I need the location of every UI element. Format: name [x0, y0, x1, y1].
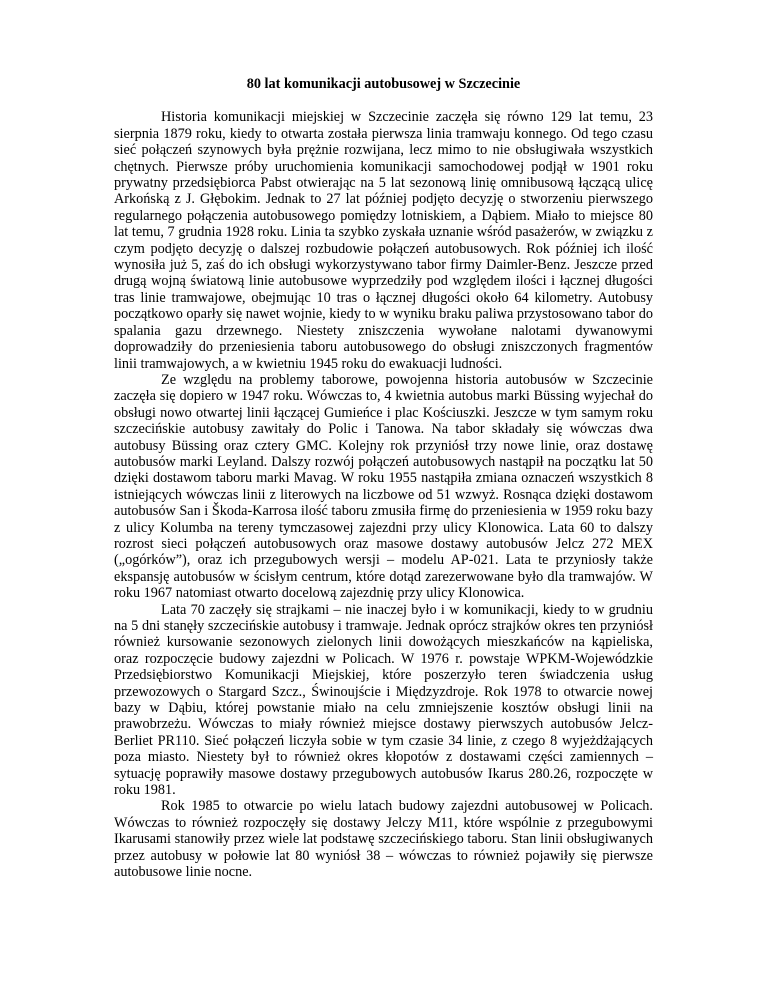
paragraph-3: Lata 70 zaczęły się strajkami – nie inaczej było i w komunikacji, kiedy to w grudniu na 5 dni stanęły szczecińskie autobusy i tramwaje. Jednak oprócz strajków okres ten przyniósł również kursowanie sezonowych zielonych linii dowożących mieszkańców na kąpieliska, oraz rozpoczęcie budowy zajezdni w Policach. W 1976 r. powstaje WPKM-Wojewódzkie Przedsiębiorstwo Komunikacji Miejskiej, które poszerzyło teren świadczenia usług przewozowych o Stargard Szcz., Świnoujście i Międzyzdroje. Rok 1978 to otwarcie nowej bazy w Dąbiu, której powstanie miało na celu zmniejszenie kosztów obsługi linii na prawobrzeżu. Wówczas to miały również miejsce dostawy pierwszych autobusów Jelcz-Berliet PR110. Sieć połączeń liczyła sobie w tym czasie 34 linie, z czego 8 wyjeżdżających poza miasto. Niestety był to również okres kłopotów z dostawami części zamiennych – sytuację poprawiły masowe dostawy przegubowych autobusów Ikarus 280.26, rozpoczęte w roku 1981. [114, 601, 653, 799]
document-body [114, 76, 653, 881]
paragraph-2: Ze względu na problemy taborowe, powojenna historia autobusów w Szczecinie zaczęła się dopiero w 1947 roku. Wówczas to, 4 kwietnia autobus marki Büssing wyjechał do obsługi nowo otwartej linii łączącej Gumieńce i plac Kościuszki. Jeszcze w tym samym roku szczecińskie autobusy zawitały do Polic i Tanowa. Na tabor składały się wówczas dwa autobusy Büssing oraz cztery GMC. Kolejny rok przyniósł trzy nowe linie, oraz dostawę autobusów marki Leyland. Dalszy rozwój połączeń autobusowych nastąpił na początku lat 50 dzięki dostawom taboru marki Mavag. W roku 1955 nastąpiła zmiana oznaczeń wszystkich 8 istniejących wówczas linii z literowych na liczbowe od 51 wzwyż. Rosnąca dzięki dostawom autobusów San i Škoda-Karrosa ilość taboru zmusiła firmę do przeniesienia w 1959 roku bazy z ulicy Kolumba na tereny tymczasowej zajezdni przy ulicy Klonowica. Lata 60 to dalszy rozrost sieci połączeń autobusowych oraz masowe dostawy autobusów Jelcz 272 MEX („ogórków”), oraz ich przegubowych wersji – modelu AP-021. Lata te przyniosły także ekspansję autobusów w ścisłym centrum, które dotąd zarezerwowane było dla tramwajów. W roku 1967 natomiast otwarto docelową zajezdnię przy ulicy Klonowica. [114, 371, 653, 602]
document-title: 80 lat komunikacji autobusowej w Szczecinie [246, 76, 521, 92]
paragraph-1: Historia komunikacji miejskiej w Szczecinie zaczęła się równo 129 lat temu, 23 sierpnia 1879 roku, kiedy to otwarta została pierwsza linia tramwaju konnego. Od tego czasu sieć połączeń szynowych była prężnie rozwijana, lecz mimo to nie obsługiwała wszystkich chętnych. Pierwsze próby uruchomienia komunikacji samochodowej podjął w 1901 roku prywatny przedsiębiorca Pabst otwierając na 5 lat sezonową linię omnibusową łączącą ulicę Arkońską z J. Głębokim. Jednak to 27 lat później podjęto decyzję o stworzeniu pierwszego regularnego połączenia autobusowego pomiędzy lotniskiem, a Dąbiem. Miało to miejsce 80 lat temu, 7 grudnia 1928 roku. Linia ta szybko zyskała uznanie wśród pasażerów, w związku z czym podjęto decyzję o dalszej rozbudowie połączeń autobusowych. Rok później ich ilość wynosiła już 5, zaś do ich obsługi wykorzystywano tabor firmy Daimler-Benz. Jeszcze przed drugą wojną światową linie autobusowe wyprzedziły pod względem ilości i łącznej długości tras linie tramwajowe, obejmując 10 tras o łącznej długości około 64 kilometry. Autobusy początkowo oparły się nawet wojnie, kiedy to w wyniku braku paliwa przystosowano tabor do spalania gazu drzewnego. Niestety zniszczenia wywołane nalotami dywanowymi doprowadziły do przeniesienia taboru autobusowego do obsługi zniszczonych fragmentów linii tramwajowych, a w kwietniu 1945 roku do ewakuacji ludności. [114, 109, 653, 372]
paragraph-4: Rok 1985 to otwarcie po wielu latach budowy zajezdni autobusowej w Policach. Wówczas to również rozpoczęły się dostawy Jelczy M11, które wspólnie z przegubowymi Ikarusami stanowiły przez wiele lat podstawę szczecińskiego taboru. Stan linii obsługiwanych przez autobusy w połowie lat 80 wyniósł 38 – wówczas to również pojawiły się pierwsze autobusowe linie nocne. [114, 798, 653, 881]
